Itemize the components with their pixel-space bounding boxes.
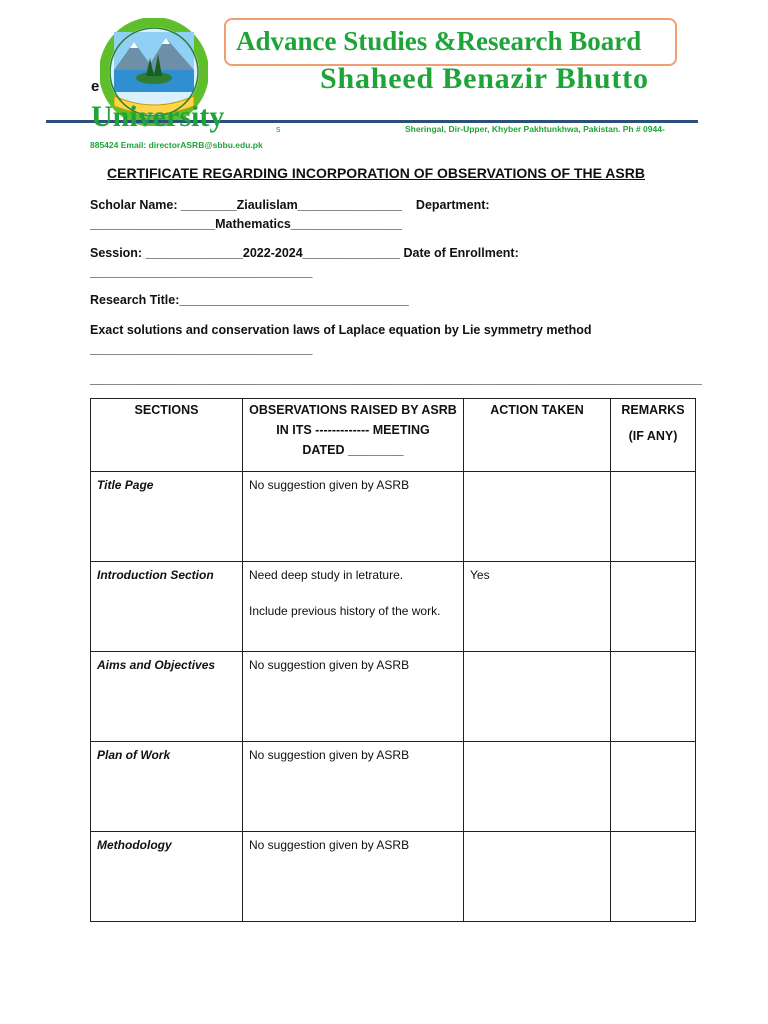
table-row <box>91 652 696 742</box>
action-cell <box>464 472 611 562</box>
header-remarks: REMARKS (IF ANY) <box>611 399 696 472</box>
session-line: Session: ______________2022-2024______________ Date of Enrollment: <box>90 246 519 260</box>
remarks-cell <box>611 742 696 832</box>
header-sections: SECTIONS <box>91 399 243 472</box>
stray-letter: s <box>276 124 281 134</box>
observations-table <box>90 398 696 922</box>
table-header-row <box>91 399 696 472</box>
action-cell <box>464 742 611 832</box>
table-row <box>91 832 696 922</box>
section-cell: Methodology <box>91 832 243 922</box>
remarks-cell <box>611 472 696 562</box>
observation-cell: No suggestion given by ASRB <box>243 652 464 742</box>
observation-cell: No suggestion given by ASRB <box>243 742 464 832</box>
university-address: Sheringal, Dir-Upper, Khyber Pakhtunkhwa, Pakistan. Ph # 0944- <box>405 124 665 134</box>
section-cell: Introduction Section <box>91 562 243 652</box>
university-name: Shaheed Benazir Bhutto <box>320 62 649 95</box>
research-title-underline: ________________________________________________________________________________________ <box>90 372 702 386</box>
remarks-cell <box>611 562 696 652</box>
department-line: __________________Mathematics________________ <box>90 217 403 231</box>
table-row <box>91 562 696 652</box>
table-row <box>91 472 696 562</box>
observation-cell: No suggestion given by ASRB <box>243 472 464 562</box>
university-word: University <box>91 100 225 133</box>
section-cell: Title Page <box>91 472 243 562</box>
observation-cell: No suggestion given by ASRB <box>243 832 464 922</box>
section-cell: Aims and Objectives <box>91 652 243 742</box>
scholar-name-line: Scholar Name: ________Ziaulislam_______________ Department: <box>90 198 490 212</box>
research-title-underline: ________________________________ <box>90 342 313 356</box>
header-observations: OBSERVATIONS RAISED BY ASRB IN ITS ------------- MEETING DATED ________ <box>243 399 464 472</box>
research-title-label: Research Title:_________________________________ <box>90 293 409 307</box>
research-title-value: Exact solutions and conservation laws of Laplace equation by Lie symmetry method <box>90 323 592 337</box>
section-cell: Plan of Work <box>91 742 243 832</box>
remarks-cell <box>611 652 696 742</box>
action-cell: Yes <box>464 562 611 652</box>
remarks-cell <box>611 832 696 922</box>
table-row <box>91 742 696 832</box>
certificate-title: CERTIFICATE REGARDING INCORPORATION OF OBSERVATIONS OF THE ASRB <box>107 165 645 181</box>
contact-email: 885424 Email: directorASRB@sbbu.edu.pk <box>90 140 263 150</box>
enrollment-date-line: ________________________________ <box>90 265 313 279</box>
header-action-taken: ACTION TAKEN <box>464 399 611 472</box>
stray-letter: e <box>91 78 100 95</box>
observation-cell: Need deep study in letrature. Include previous history of the work. <box>243 562 464 652</box>
action-cell <box>464 832 611 922</box>
board-title: Advance Studies &Research Board <box>236 26 642 56</box>
action-cell <box>464 652 611 742</box>
